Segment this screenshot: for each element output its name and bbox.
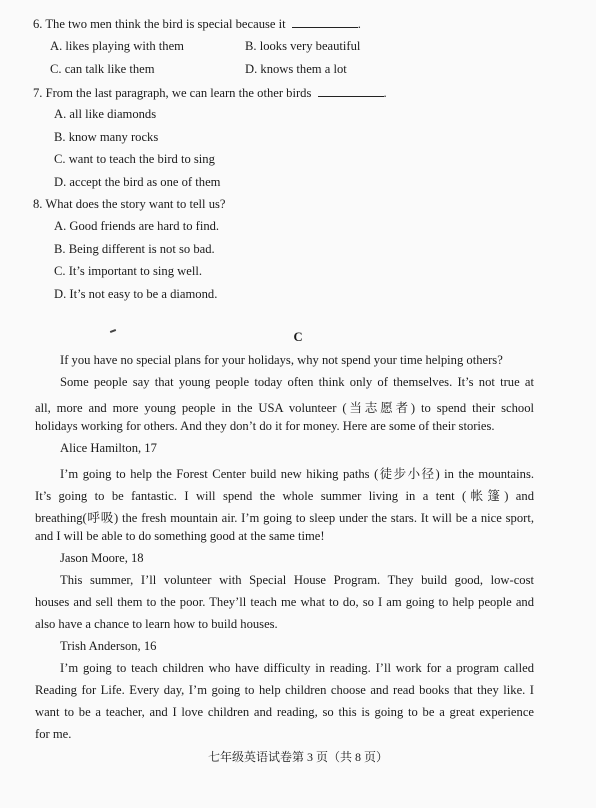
paragraph-line: Some people say that young people today often think only of themselves. It’s not true at: [60, 375, 534, 389]
paragraph-line: I’m going to help the Forest Center build new hiking paths (徒步小径) in the mountains.: [60, 467, 534, 481]
question-7: [33, 85, 387, 101]
person-name: Jason Moore, 18: [60, 551, 144, 565]
section-heading: C: [293, 330, 303, 344]
paragraph-line: for me.: [35, 727, 72, 741]
paragraph-line: and I will be able to do something good at the same time!: [35, 529, 325, 543]
paragraph-line: holidays working for others. And they don’t do it for money. Here are some of their stories.: [35, 419, 495, 433]
paragraph-line: Reading for Life. Every day, I’m going to help children choose and read books that they like. I: [35, 683, 534, 697]
question-7-option-a: A. all like diamonds: [54, 107, 157, 121]
paragraph-line: want to be a teacher, and I love children and reading, so this is going to be a great experience: [35, 705, 534, 719]
person-name: Alice Hamilton, 17: [60, 441, 157, 455]
question-6-end: .: [357, 17, 361, 31]
paragraph-line: I’m going to teach children who have difficulty in reading. I’ll work for a program called: [60, 661, 534, 675]
paragraph-line: breathing(呼吸) the fresh mountain air. I’m going to sleep under the stars. It will be a nice sport,: [35, 511, 534, 525]
person-name: Trish Anderson, 16: [60, 639, 157, 653]
answer-blank: [292, 16, 358, 28]
question-7-end: .: [383, 86, 387, 100]
question-8-option-d: D. It’s not easy to be a diamond.: [54, 287, 218, 301]
question-6-option-a: A. likes playing with them: [50, 39, 184, 53]
paragraph-line: all, more and more young people in the USA volunteer (当志愿者) to spend their school: [35, 401, 534, 415]
question-6-stem: 6. The two men think the bird is special because it: [33, 17, 286, 31]
question-8-stem: 8. What does the story want to tell us?: [33, 197, 226, 211]
question-6-option-c: C. can talk like them: [50, 62, 155, 76]
question-8-option-c: C. It’s important to sing well.: [54, 264, 202, 278]
question-8-option-a: A. Good friends are hard to find.: [54, 219, 220, 233]
question-7-option-c: C. want to teach the bird to sing: [54, 152, 215, 166]
paragraph-line: houses and sell them to the poor. They’ll teach me what to do, so I am going to help people and: [35, 595, 534, 609]
paragraph-line: This summer, I’ll volunteer with Special House Program. They build good, low-cost: [60, 573, 534, 587]
answer-blank: [318, 85, 384, 97]
paragraph-line: also have a chance to learn how to build houses.: [35, 617, 278, 631]
question-6: [33, 16, 361, 32]
question-6-option-b: B. looks very beautiful: [245, 39, 361, 53]
section-intro: If you have no special plans for your holidays, why not spend your time helping others?: [60, 353, 503, 367]
question-7-option-d: D. accept the bird as one of them: [54, 175, 221, 189]
question-6-option-d: D. knows them a lot: [245, 62, 347, 76]
page-footer: 七年级英语试卷第 3 页（共 8 页）: [207, 750, 388, 764]
question-7-option-b: B. know many rocks: [54, 130, 159, 144]
question-7-stem: 7. From the last paragraph, we can learn the other birds: [33, 86, 312, 100]
question-8-option-b: B. Being different is not so bad.: [54, 242, 215, 256]
paragraph-line: It’s going to be fantastic. I will spend the whole summer living in a tent (帐篷) and: [35, 489, 534, 503]
